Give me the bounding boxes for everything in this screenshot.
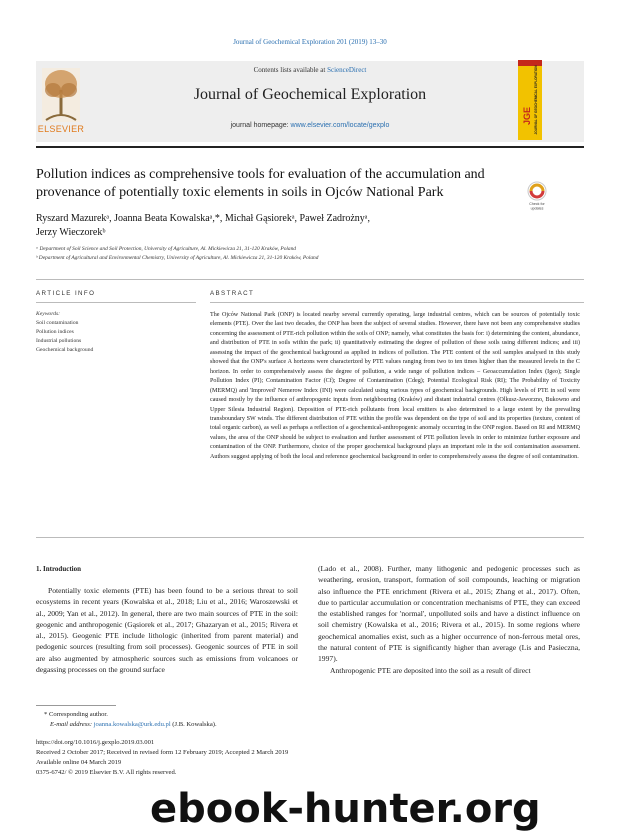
contents-prefix: Contents lists available at [253,66,328,74]
intro-left-column: Potentially toxic elements (PTE) has been found to be a serious threat to soil ecosystems in recent years (Kowalska et al., 2018; Liu et al., 2016; Waroszewski et al., 2009; Yan et al., 2012). In general, there are two main sources of PTE in the soil: geogenic and anthropogenic (Gąsiorek et al., 2017; Ghazaryan et al., 2015; Rivera et al., 2015). Geogenic PTE include lithologic (inherited from parent material) and pedogenic sources (resulting from soil processes). Geogenic sources of PTE in soil are also augmented by atmospheric sources such as emissions from volcanoes or degassing processes on the ground surface [36,586,298,675]
cover-abbrev: JGE [522,106,532,126]
authors [36,212,556,240]
abstract-text: The Ojców National Park (ONP) is located nearby several currently operating, large industrial centres, which can be sources of potentially toxic elements (PTE). Over the last two decades, the ONP has been the subject of several studies. However, there have not been any comprehensive studies concerning the assessment of PTE-rich pollution within the soils of ONP; namely, what constitutes the basis for: i) determining the content, abundance, and distribution of PTE in soils within the park; ii) quantitatively estimating the degree of pollution of these soils using different indices; and iii) assessing the impact of the geochemical background as applied in indices of pollution. The PTE content of the soil samples analysed in this study showed that the ONP's surface A horizons were characterized by PTE values ranging from two to ten times higher than the measured levels in the C horizon. In order to comprehensively assess the degree of pollution, a wide range of pollution indices – Geoaccumulation Index (Igeo); Single Pollution Index (PI); Contamination Factor (Cf); Degree of Contamination (Cdeg); Potential Ecological Risk (RI); The Probability of Toxicity (MERMQ) and 'Improved' Nemerow Index (INI) were calculated using various types of geochemical backgrounds. High levels of PTE in soil were caused mostly by the influence of anthropogenic inputs from neighbouring (Kraków) and distant industrial centres (Olkusz-Jaworzno, Bukowno and Upper Silesia Industrial Region). Deposition of PTE-rich pollutants from local emitters is also determined to a large extent by the prevailing transboundary SW winds. The different distribution of PTE within the profile was dependent on the type of soil and its properties (texture, content of total organic carbon), as well as perhaps a reflection of a geochemical-anthropogenic anomaly occurring in the ONP region. Based on RI and MERMQ values, the area of the ONP should be subject to evaluation and further assessment of PTE pollution levels in order to minimize further exposure and contamination of the ONP. Furthermore, choice of the proper geochemical background plays an important role in the soil contamination assessment. Authors suggest applying of both the local and reference geochemical background in order to comprehensively assess the degree of soil contamination. [210,312,580,460]
intro-right-column [318,563,580,676]
email-link[interactable]: joanna.kowalska@urk.edu.pl [93,721,171,728]
paper-title: Pollution indices as comprehensive tools for evaluation of the accumulation and provenance of potentially toxic elements in soils in Ojców National Park [36,167,485,200]
homepage-link[interactable]: www.elsevier.com/locate/gexplo [290,122,390,129]
check-for-updates-icon[interactable] [524,181,550,211]
corresponding-author-note: * Corresponding author. [44,711,108,718]
available-online: Available online 04 March 2019 [36,759,122,766]
authors-line-1: Ryszard Mazurekᵃ, Joanna Beata Kowalskaᵃ,*, Michał Gąsiorekᵃ, Paweł Zadrożnyᵃ, [36,213,371,224]
homepage-prefix: journal homepage: [230,122,291,129]
email-label: E-mail address: [50,721,94,728]
article-info-heading: ARTICLE INFO [36,290,96,297]
affiliation-b: ᵇ Department of Agricultural and Environmental Chemistry, University of Agriculture, Al. Mickiewicza 21, 31-120 Kraków, Poland [36,255,319,261]
keywords-label: Keywords: [36,311,61,317]
keyword-item: Industrial pollutions [36,338,82,344]
doi-link[interactable]: https://doi.org/10.1016/j.gexplo.2019.03.001 [36,739,155,746]
journal-name: Journal of Geochemical Exploration [193,86,427,103]
footnote-rule [36,705,116,706]
keyword-item: Geochemical background [36,347,94,353]
watermark: ebook-hunter.org [150,786,541,832]
keyword-item: Soil contamination [36,320,79,326]
received-dates: Received 2 October 2017; Received in revised form 12 February 2019; Accepted 2 March 2019 [36,749,289,756]
intro-right-paragraph-2: Anthropogenic PTE are deposited into the soil as a result of direct [330,665,531,675]
journal-citation[interactable]: Journal of Geochemical Exploration 201 (2019) 13–30 [233,38,387,46]
abstract-rule [210,302,584,303]
affiliations-rule [36,279,584,280]
intro-right-paragraph-1: (Lado et al., 2008). Further, many lithogenic and pedogenic processes such as weathering, erosion, transport, formation of soil compounds, leaching or migration also influence the PTE enrichment (Rivera et al., 2015; Zhang et al., 2017). Often, due to particular accumulation or concentration mechanisms of PTE, they can exceed the established ranges for 'normal', unpolluted soils and have a distinct influence on soil chemistry (Kowalska et al., 2016; Rivera et al., 2015). In some regions where geochemical anomalies exist, such as a higher occurrence of non-ferrous metal ores, the natural content of PTE is significantly higher than average (Lis and Pasieczna, 1997). [318,564,580,664]
email-line [50,721,217,728]
abstract-heading: ABSTRACT [210,290,255,297]
affiliation-a: ᵃ Department of Soil Science and Soil Protection, University of Agriculture, Al. Mickiewicza 21, 31-120 Kraków, Poland [36,246,297,252]
publisher-name: ELSEVIER [37,124,85,134]
check-badge-line2: updates [530,206,544,211]
cover-title: JOURNAL OF GEOCHEMICAL EXPLORATION [534,65,538,135]
email-suffix: (J.B. Kowalska). [170,721,217,728]
check-badge-line1: Check for [529,202,545,206]
keyword-item: Pollution indices [36,329,74,335]
header-rule [36,146,584,148]
abstract-bottom-rule [36,537,584,538]
section-heading-introduction: 1. Introduction [36,565,81,573]
journal-cover [518,60,542,140]
authors-line-2: Jerzy Wieczorekᵇ [36,227,106,238]
copyright: 0375-6742/ © 2019 Elsevier B.V. All rights reserved. [36,769,177,776]
sciencedirect-link[interactable]: ScienceDirect [327,66,367,74]
article-info-rule [36,302,196,303]
